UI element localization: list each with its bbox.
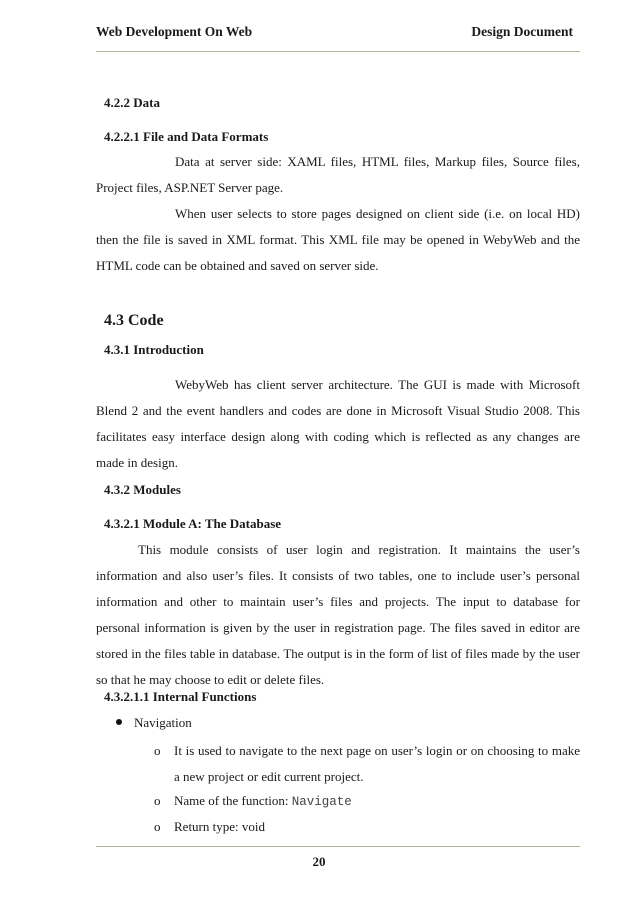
section-4-2-2-1-heading: 4.2.2.1 File and Data Formats [104,129,269,144]
footer-rule [96,846,580,847]
bullet-item-navigation [116,715,192,731]
header-rule [96,51,580,52]
sub-item-description [154,738,580,790]
sub-item-text: It is used to navigate to the next page on user’s login or on choosing to make a new project or edit current project. [174,743,580,784]
page-number: 20 [312,854,326,869]
section-4-3-2-heading: 4.3.2 Modules [104,482,181,497]
paragraph-introduction: WebyWeb has client server architecture. The GUI is made with Microsoft Blend 2 and the event handlers and codes are done in Microsoft Visual Studio 2008. This facilitates easy interface design along with coding which is reflected as any changes are made in design. [96,377,580,470]
paragraph-data-formats: Data at server side: XAML files, HTML files, Markup files, Source files, Project files, ASP.NET Server page. [96,154,580,195]
section-4-3-heading: 4.3 Code [104,312,164,329]
section-4-3-1-heading: 4.3.1 Introduction [104,342,204,357]
function-name-code: Navigate [291,795,352,809]
paragraph-xml-save: When user selects to store pages designed on client side (i.e. on local HD) then the file is saved in XML format. This XML file may be opened in WebyWeb and the HTML code can be obtained and saved on server side. [96,206,580,273]
section-4-3-2-1-heading: 4.3.2.1 Module A: The Database [104,516,282,531]
bullet-icon [116,719,122,725]
paragraph-database-module: This module consists of user login and registration. It maintains the user’s information and also user’s files. It consists of two tables, one to include user’s personal information and other to maintain user’s files and projects. The input to database for personal information is given by the user in registration page. The files saved in editor are stored in the files table in database. The output is in the form of list of files made by the user so that he may choose to edit or delete files. [96,542,580,687]
section-4-2-2-heading: 4.2.2 Data [104,95,160,110]
sub-item-return-type [154,814,580,840]
circle-bullet-icon: o [154,819,161,834]
header-doc-type: Design Document [471,24,573,39]
circle-bullet-icon: o [154,743,161,758]
sub-item-function-name [154,788,580,815]
circle-bullet-icon: o [154,793,161,808]
sub-item-text: Name of the function: [174,793,292,808]
section-4-3-2-1-1-heading: 4.3.2.1.1 Internal Functions [104,689,257,704]
bullet-label: Navigation [134,715,192,730]
sub-item-text: Return type: void [174,819,265,834]
header-title: Web Development On Web [96,24,253,39]
